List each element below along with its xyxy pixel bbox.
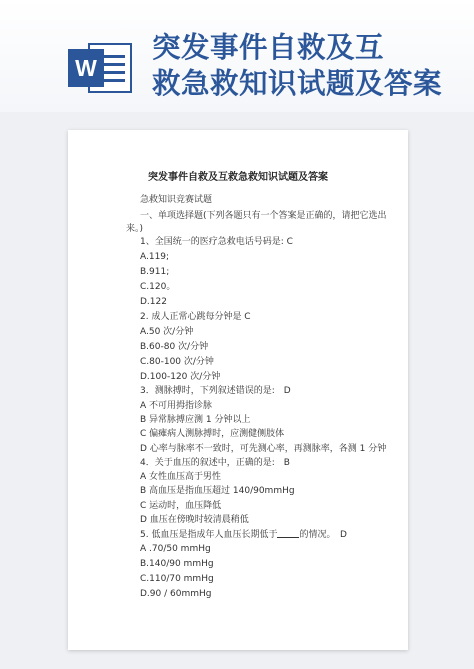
option-5c: C.110/70 mmHg (140, 574, 214, 584)
option-4b: B 高血压是指血压超过 140/90mmHg (140, 486, 295, 496)
option-5a: A .70/50 mmHg (140, 544, 211, 554)
option-2d: D.100-120 次/分钟 (140, 372, 221, 382)
answer-blank (277, 528, 299, 538)
question-3: 3．测脉搏时，下列叙述错误的是: D (140, 386, 291, 396)
instruction-line-2: 来。) (126, 224, 144, 234)
word-document-icon (68, 40, 134, 96)
option-5d: D.90 / 60mmHg (140, 589, 212, 599)
option-1b: B.911; (140, 267, 170, 277)
option-3a: A 不可用拇指诊脉 (140, 401, 213, 411)
section-heading: 急救知识竞赛试题 (140, 195, 213, 205)
document-title: 突发事件自救及互救急救知识试题及答案 (148, 172, 328, 183)
question-4: 4．关于血压的叙述中，正确的是: B (140, 458, 290, 468)
option-2b: B.60-80 次/分钟 (140, 342, 209, 352)
question-5-suffix: 的情况。 D (299, 530, 347, 540)
option-5b: B.140/90 mmHg (140, 559, 214, 569)
document-page (68, 130, 408, 650)
title-line-1: 突发事件自救及互 (152, 31, 385, 64)
question-1: 1、全国统一的医疗急救电话号码是: C (140, 237, 293, 247)
title-line-2: 救急救知识试题及答案 (152, 67, 443, 100)
option-2a: A.50 次/分钟 (140, 327, 194, 337)
question-2: 2. 成人正常心跳每分钟是 C (140, 312, 251, 322)
option-3c: C 偏瘫病人测脉搏时，应测健侧肢体 (140, 429, 285, 439)
question-5 (140, 528, 347, 541)
option-4c: C 运动时，血压降低 (140, 501, 222, 511)
option-4a: A 女性血压高于男性 (140, 472, 222, 482)
option-2c: C.80-100 次/分钟 (140, 357, 214, 367)
question-5-text: 5. 低血压是指成年人血压长期低于 (140, 530, 278, 540)
option-4d: D 血压在傍晚时较清晨稍低 (140, 515, 249, 525)
header-banner (0, 0, 474, 112)
page-title (152, 30, 472, 102)
option-1a: A.119; (140, 252, 170, 262)
word-logo-badge: W (68, 49, 104, 87)
instruction-line-1: 一、单项选择题(下列各题只有一个答案是正确的，请把它选出 (140, 211, 387, 221)
option-3b: B 异常脉搏应测 1 分钟以上 (140, 415, 251, 425)
option-1c: C.120。 (140, 282, 176, 292)
option-1d: D.122 (140, 297, 167, 307)
option-3d: D 心率与脉率不一致时，可先测心率，再测脉率，各测 1 分钟 (140, 444, 387, 454)
